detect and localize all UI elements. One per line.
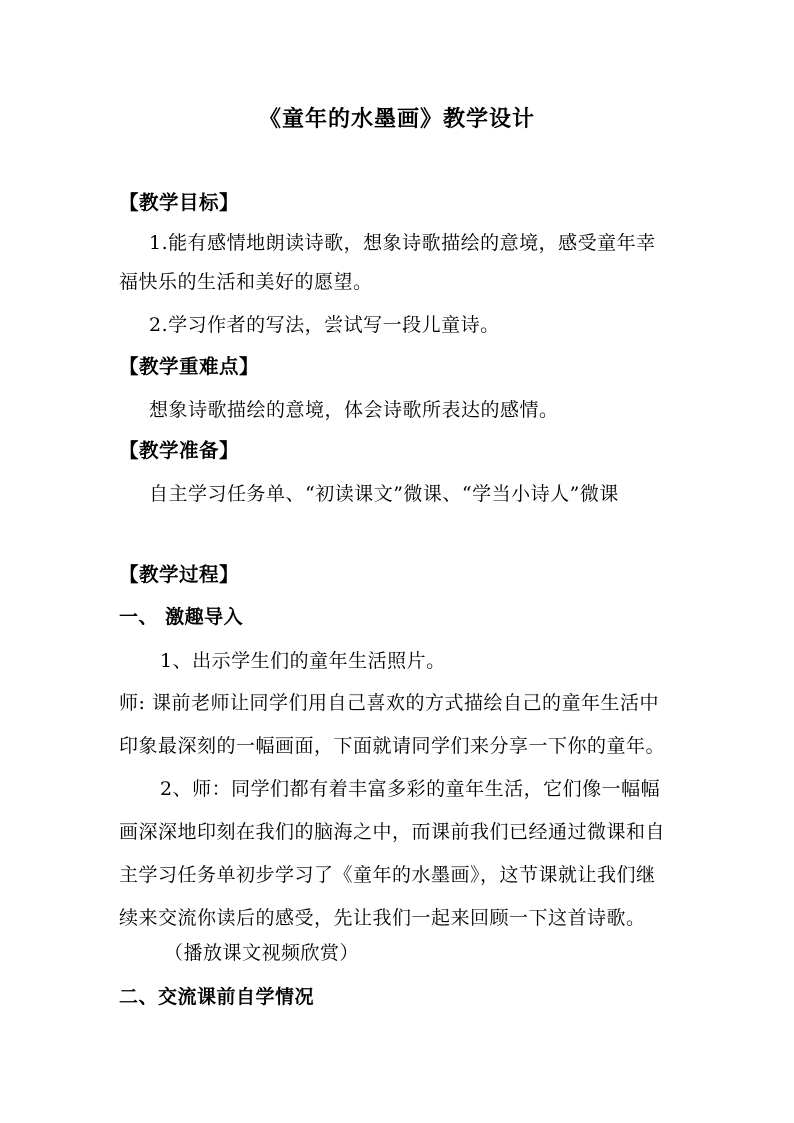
section-heading-objectives: 【教学目标】	[119, 191, 240, 214]
objective-item-1-line-2: 福快乐的生活和美好的愿望。	[119, 271, 373, 293]
process-part-2-heading: 二、交流课前自学情况	[119, 986, 315, 1008]
section-heading-preparation: 【教学准备】	[119, 439, 240, 462]
objective-item-1-line-1: 1.能有感情地朗读诗歌，想象诗歌描绘的意境，感受童年幸	[149, 232, 656, 254]
process-part-1-heading: 一、 激趣导入	[119, 606, 244, 628]
process-step-2-line-1: 2、师：同学们都有着丰富多彩的童年生活，它们像一幅幅	[160, 778, 661, 800]
teacher-text-1-line-2: 印象最深刻的一幅画面，下面就请同学们来分享一下你的童年。	[119, 735, 666, 757]
document-title: 《童年的水墨画》教学设计	[258, 106, 535, 132]
section-heading-key-points: 【教学重难点】	[119, 355, 260, 378]
process-note: （播放课文视频欣赏）	[164, 942, 360, 964]
key-points-text: 想象诗歌描绘的意境，体会诗歌所表达的感情。	[149, 399, 559, 421]
objective-item-2: 2.学习作者的写法，尝试写一段儿童诗。	[149, 314, 500, 336]
preparation-text: 自主学习任务单、“初读课文”微课、“学当小诗人”微课	[149, 483, 619, 505]
process-step-2-line-2: 画深深地印刻在我们的脑海之中，而课前我们已经通过微课和自	[119, 821, 666, 843]
process-step-2-line-3: 主学习任务单初步学习了《童年的水墨画》，这节课就让我们继	[119, 864, 656, 886]
process-step-2-line-4: 续来交流你读后的感受，先让我们一起来回顾一下这首诗歌。	[119, 907, 646, 929]
process-step-1: 1、出示学生们的童年生活照片。	[160, 650, 446, 672]
teacher-text-1-line-1: 师: 课前老师让同学们用自己喜欢的方式描绘自己的童年生活中	[119, 692, 659, 714]
section-heading-process: 【教学过程】	[119, 563, 240, 586]
